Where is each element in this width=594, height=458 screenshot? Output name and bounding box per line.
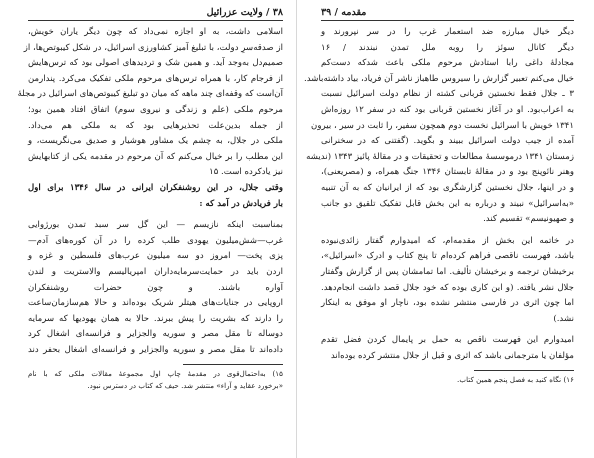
text-line: بار فریادش در آمد که : xyxy=(199,198,283,209)
text-line: باشد، فهرست ناقصی فراهم کرده‌ام تا پنج کتاب و ادرک «اسرائیل»، xyxy=(321,251,574,262)
footnote-rule xyxy=(474,370,574,371)
right-section-3 xyxy=(306,87,574,227)
text-line: آن‌است که وقفه‌ای چند ماهه که میان دو تبلیغ کیبوتص‌های اسرائیل در مجلهٔ xyxy=(17,89,283,100)
footnote-rule xyxy=(183,364,283,365)
text-line: و در اینها، جلال نخستین گزارشگری بود که از ایرانیان که به آن تنبیه xyxy=(321,182,574,193)
right-paragraph-2 xyxy=(321,234,574,328)
text-line: زمستان ۱۳۴۱ درموسسهٔ مطالعات و تحقیقات و در مقالهٔ پائیز ۱۳۴۳ (ندیشه xyxy=(306,151,574,162)
right-paragraph-1 xyxy=(304,25,574,87)
text-line: مؤلفان یا مترجمانی باشد که اثری و قبل از جلال منتشر کرده بوده‌اند xyxy=(330,350,574,361)
text-line: اسلامی داشت، به او اجازه نمی‌داد که چون دیگر یاران خویش، xyxy=(28,27,283,37)
text-line: برخیشان ترجمه و برخیشان تألیف. اما تمامشان پس از گزارش وگفتار xyxy=(321,266,574,277)
text-line: اما چون اثری در فارسی منتشر نشده بود، ناچار او موفق به اینکار xyxy=(321,298,574,309)
text-line: از جمله بدین‌علت تحذیرهایی بود که به ملکی هم می‌داد. xyxy=(28,120,283,131)
text-line: وقتی جلال، در این روشنفکران ایرانی در سال ۱۳۴۶ برای اول xyxy=(28,182,283,193)
text-line: در خاتمه این بخش از مقدمه‌ام، که امیدوارم گفتار زائدی‌نبوده xyxy=(321,235,574,246)
text-line: جلال نشر یافته. (و این کاری بوده که خود جلال قصد داشت انجام‌دهد. xyxy=(321,282,574,293)
footnote-line: «برخورد عقاید و آراء» منتشر شد. حیف که کتاب در دسترس نبود. xyxy=(87,380,283,390)
text-line: ۱۳۴۱ خویش‌ با اسرائیل نخست‌ دوم همچون سفیر، را ثابت‌ در سیر ، بیرون xyxy=(311,120,574,131)
right-running-head: مقدمه / ۳۹ xyxy=(321,6,574,21)
footnote-line: ۱۵) به‌احتمال‌قوی در مقدمهٔ چاپ اول مجموعهٔ مقالات ملکی که با نام xyxy=(28,369,283,379)
text-line: نشد.) xyxy=(553,313,574,324)
text-line: نیز یادکرده است. ۱۵ xyxy=(209,167,283,178)
left-footnotes xyxy=(28,368,283,391)
text-line: این مطلب را بر خیال می‌کنم که آن مرحوم در مقدمه یکی از کتابهایش xyxy=(28,151,283,162)
text-line: وهنر نائوپنج بود و در مقالهٔ تابستان ۱۳۴۶ جنگ همراه، و (مصریعنی)، xyxy=(321,167,574,178)
quote-line: بمناسبت اینکه نازیسم — این گل سر سبد تمدن بورژوایی xyxy=(28,220,283,231)
text-line: خیال می‌کنم تعبیر گزارش‌ را سیروس طاهباز ناشر آن فریاد، بیاد داشته‌باشد. xyxy=(304,73,574,84)
quote-line: اردن باید در حمایت‌سرمایه‌داران‌ امپریالیسم‌ والاستریت و لندن xyxy=(28,266,283,277)
left-paragraph-1 xyxy=(17,25,283,181)
text-line: مجادلهٔ داغی رابا استادش مرحوم ملکی باعث شدکه دست‌کم xyxy=(321,58,574,69)
footnote-line: ۱۶) نگاه کنید به فصل پنجم همین کتاب. xyxy=(457,375,574,385)
text-line: امیدوارم این فهرست ناقص به حمل بر پایمال کردن فضل تقدم xyxy=(321,335,574,346)
text-line: ملکی در جلال، به چشم یک مشاور هوشیار و صدیق می‌نگریست، و xyxy=(28,136,283,147)
text-line: از صدقه‌سرِ دولت، با تبلیغ آمیز کشاورزی اسرائیل، در شکل کیبوتص‌ها، از xyxy=(23,42,283,53)
quote-line: غرب—شش‌میلیون یهودی طلب کرده را در آن کوره‌های آدم— xyxy=(28,235,283,246)
right-page xyxy=(297,0,594,458)
text-line: و صهیونیسم» تقسیم کند. xyxy=(483,214,574,225)
quote-line: را دارند که بشریت را پیش ببرند. حالا به همان یهودیها که سرمایه xyxy=(28,313,283,324)
text-line: آمده از جیب دولت اسرائیل ببیند و بگوید. (گفتنی که در سخنرانی xyxy=(321,136,574,147)
quote-line: آواره‌ باشند. و چون حضرات روشنفکران xyxy=(28,282,283,293)
left-paragraph-2 xyxy=(28,181,283,212)
text-line: دیگر کانال سوئز را روبه ملل تمدن نبندند / ۱۶ xyxy=(321,42,574,53)
quote-line: پزی پخت— امروز دو سه میلیون عرب‌های فلسطین و غزه و xyxy=(28,251,283,262)
text-line: به اعراب‌بود. او در آغاز نخستین قربانی بود کنه در سفر ۱۲ روزه‌اش xyxy=(321,104,574,115)
right-paragraph-3 xyxy=(321,333,574,364)
left-running-head: ۳۸ / ولایت عزرائیل xyxy=(28,6,283,21)
text-line: از فرجام کار، با همراه ترس‌های مرحوم ملکی تفکیک می‌کرد. پندارمن xyxy=(28,73,283,84)
block-quote xyxy=(28,218,283,358)
right-footnotes xyxy=(321,374,574,386)
quote-line: داده‌اند تا مقل مصر و سوریه والجزایر و فرانسه‌ای اشغال بحفر دند xyxy=(28,344,283,355)
text-line: صمیم‌دل به‌وجد آید. و همین شک و تردیدهای اصولی بود که ترس‌هایش xyxy=(28,58,283,69)
text-line: «به‌اسرائیل» نبیند و درباره به این بخش قابل تفکیک تلقیق دو جانب xyxy=(321,198,574,209)
quote-line: دوساله تا مقل مصر و سوریه والجزایر و فرانسه‌ای اشغال کرد xyxy=(28,329,283,340)
text-line: دیگر خیال مبارزه ضد استعمار غرب را در سر نپرورند و xyxy=(321,27,574,37)
quote-line: اروپایی در جنایات‌های هیتلر شریک بوده‌اند و حالا هم‌سازمان‌ساعت xyxy=(28,298,283,309)
text-line: مرحوم ملکی (علم و زندگی و نیروی سوم) اتفاق افتاد همین بود؛ xyxy=(28,104,283,115)
text-line: ۳ ـ جلال فقط نخستین قربانی کشته‌ از نظام دولت اسرائیل نسبت xyxy=(321,89,574,100)
